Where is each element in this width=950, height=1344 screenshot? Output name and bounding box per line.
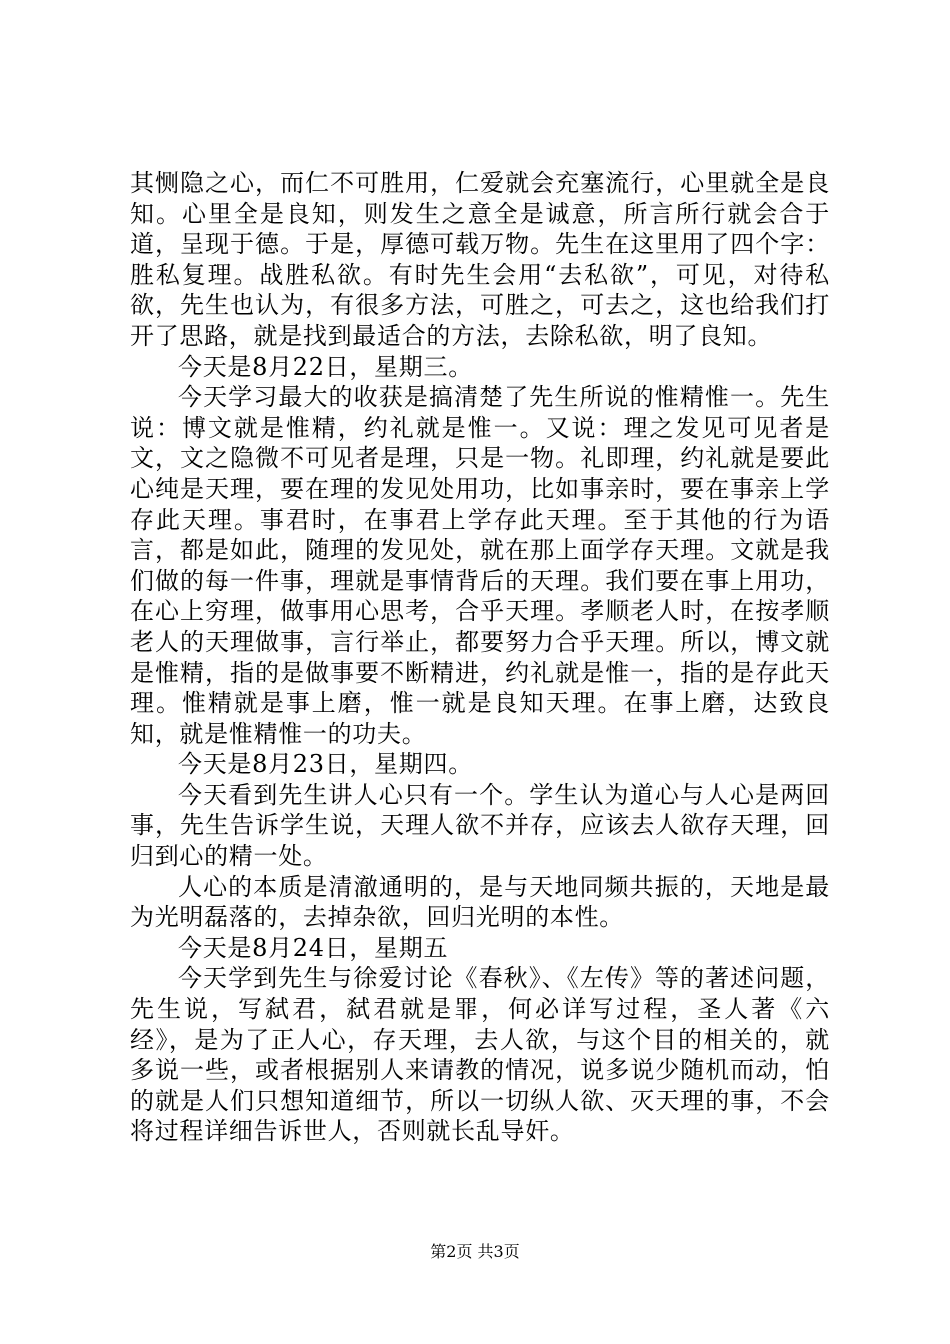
date-heading-aug-23: 今天是8月23日，星期四。: [178, 750, 473, 779]
paragraph-aug-24: 今天学到先生与徐爱讨论《春秋》、《左传》等的著述问题，先生说，写弑君，弑君就是罪，何必详写过程，圣人著《六经》，是为了正人心，存天理，去人欲，与这个目的相关的，就多说一些，或者根据别人来请教的情况，说多说少随机而动，怕的就是人们只想知道细节，所以一切纵人欲、灭天理的事，不会将过程详细告诉世人，否则就长乱导奸。: [130, 964, 830, 1146]
document-body: [130, 168, 830, 1147]
paragraph-continuation: 其恻隐之心，而仁不可胜用，仁爱就会充塞流行，心里就全是良知。心里全是良知，则发生之意全是诚意，所言所行就会合于道，呈现于德。于是，厚德可载万物。先生在这里用了四个字：胜私复理。战胜私欲。有时先生会用“去私欲”，可见，对待私欲，先生也认为，有很多方法，可胜之，可去之，这也给我们打开了思路，就是找到最适合的方法，去除私欲，明了良知。: [130, 169, 830, 350]
paragraph-aug-22: 今天学习最大的收获是搞清楚了先生所说的惟精惟一。先生说：博文就是惟精，约礼就是惟一。又说：理之发见可见者是文，文之隐微不可见者是理，只是一物。礼即理，约礼就是要此心纯是天理，要在理的发见处用功，比如事亲时，要在事亲上学存此天理。事君时，在事君上学存此天理。至于其他的行为语言，都是如此，随理的发见处，就在那上面学存天理。文就是我们做的每一件事，理就是事情背后的天理。我们要在事上用功，在心上穷理，做事用心思考，合乎天理。孝顺老人时，在按孝顺老人的天理做事，言行举止，都要努力合乎天理。所以，博文就是惟精，指的是做事要不断精进，约礼就是惟一，指的是存此天理。惟精就是事上磨，惟一就是良知天理。在事上磨，达致良知，就是惟精惟一的功夫。: [130, 383, 830, 748]
page-footer: 第2页 共3页: [430, 1242, 520, 1261]
paragraph-aug-23-a: 今天看到先生讲人心只有一个。学生认为道心与人心是两回事，先生告诉学生说，天理人欲不并存，应该去人欲存天理，回归到心的精一处。: [130, 780, 830, 871]
date-heading-aug-24: 今天是8月24日，星期五: [178, 933, 449, 962]
paragraph-aug-23-b: 人心的本质是清澈通明的，是与天地同频共振的，天地是最为光明磊落的，去掉杂欲，回归光明的本性。: [130, 872, 830, 932]
date-heading-aug-22: 今天是8月22日，星期三。: [178, 352, 473, 381]
